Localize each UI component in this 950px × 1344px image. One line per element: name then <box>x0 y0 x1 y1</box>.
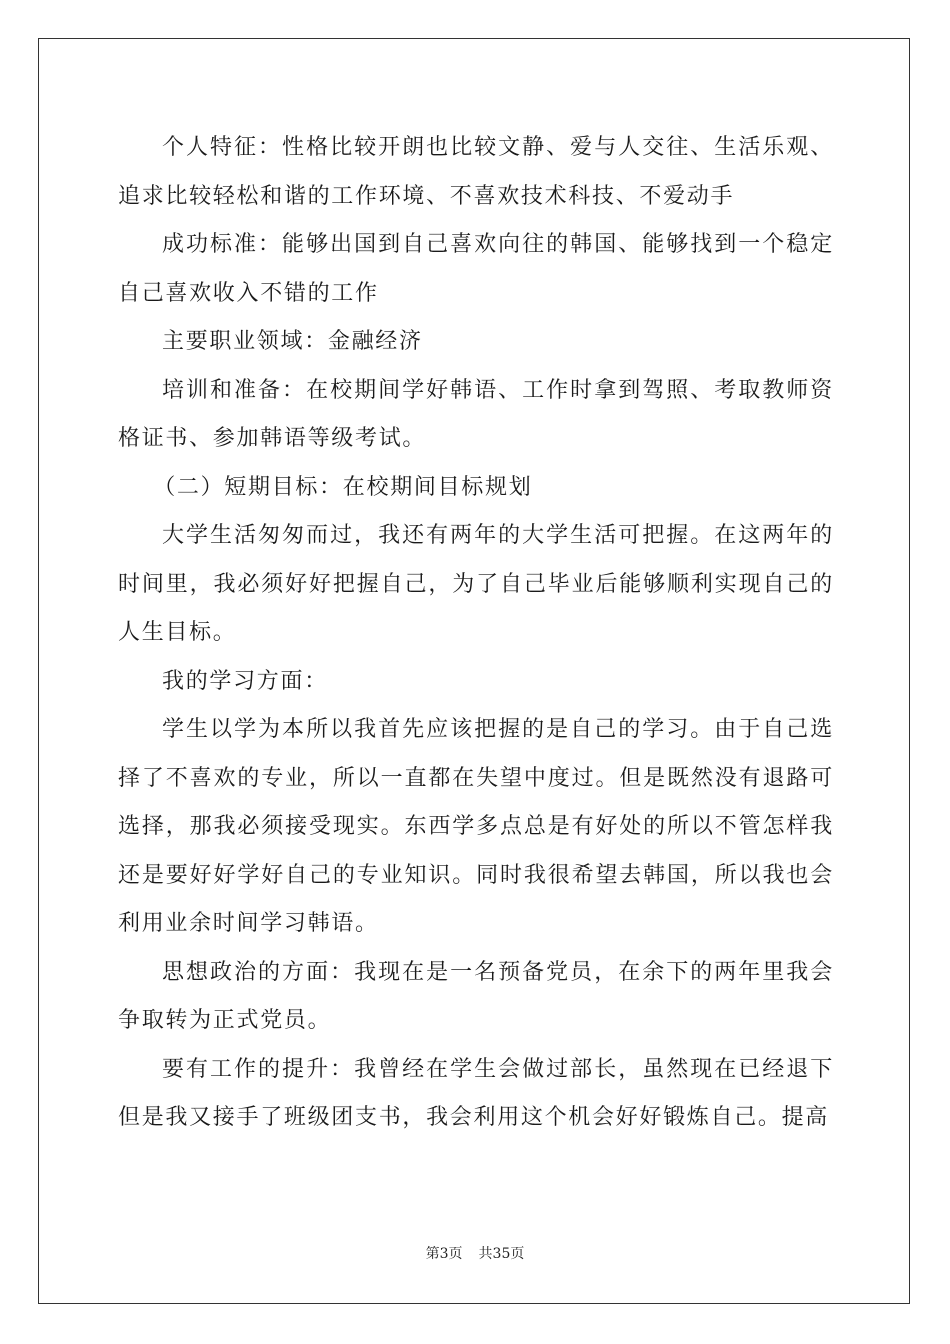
section-heading-short-term: （二）短期目标：在校期间目标规划 <box>153 474 533 500</box>
paragraph-politics: 思想政治的方面：我现在是一名预备党员，在余下的两年里我会争取转为正式党员。 <box>118 959 834 1033</box>
page-number: 第3页 <box>425 1246 463 1262</box>
page-footer <box>0 1243 950 1263</box>
paragraph-study-heading: 我的学习方面： <box>162 668 328 694</box>
paragraph-training: 培训和准备：在校期间学好韩语、工作时拿到驾照、考取教师资格证书、参加韩语等级考试。 <box>118 377 834 451</box>
document-body <box>118 124 834 1143</box>
paragraph-study: 学生以学为本所以我首先应该把握的是自己的学习。由于自己选择了不喜欢的专业，所以一直都在失望中度过。但是既然没有退路可选择，那我必须接受现实。东西学多点总是有好处的所以不管怎样我还是要好好学好自己的专业知识。同时我很希望去韩国，所以我也会利用业余时间学习韩语。 <box>118 717 834 936</box>
paragraph-career-field: 主要职业领域：金融经济 <box>162 329 423 354</box>
page-total: 共35页 <box>478 1246 525 1262</box>
paragraph-college-life: 大学生活匆匆而过，我还有两年的大学生活可把握。在这两年的时间里，我必须好好把握自己，为了自己毕业后能够顺利实现自己的人生目标。 <box>118 523 834 645</box>
paragraph-personal-traits: 个人特征：性格比较开朗也比较文静、爱与人交往、生活乐观、追求比较轻松和谐的工作环境、不喜欢技术科技、不爱动手 <box>118 135 834 209</box>
paragraph-work: 要有工作的提升：我曾经在学生会做过部长，虽然现在已经退下但是我又接手了班级团支书，我会利用这个机会好好锻炼自己。提高 <box>118 1056 834 1130</box>
paragraph-success-criteria: 成功标准：能够出国到自己喜欢向往的韩国、能够找到一个稳定自己喜欢收入不错的工作 <box>118 232 834 306</box>
